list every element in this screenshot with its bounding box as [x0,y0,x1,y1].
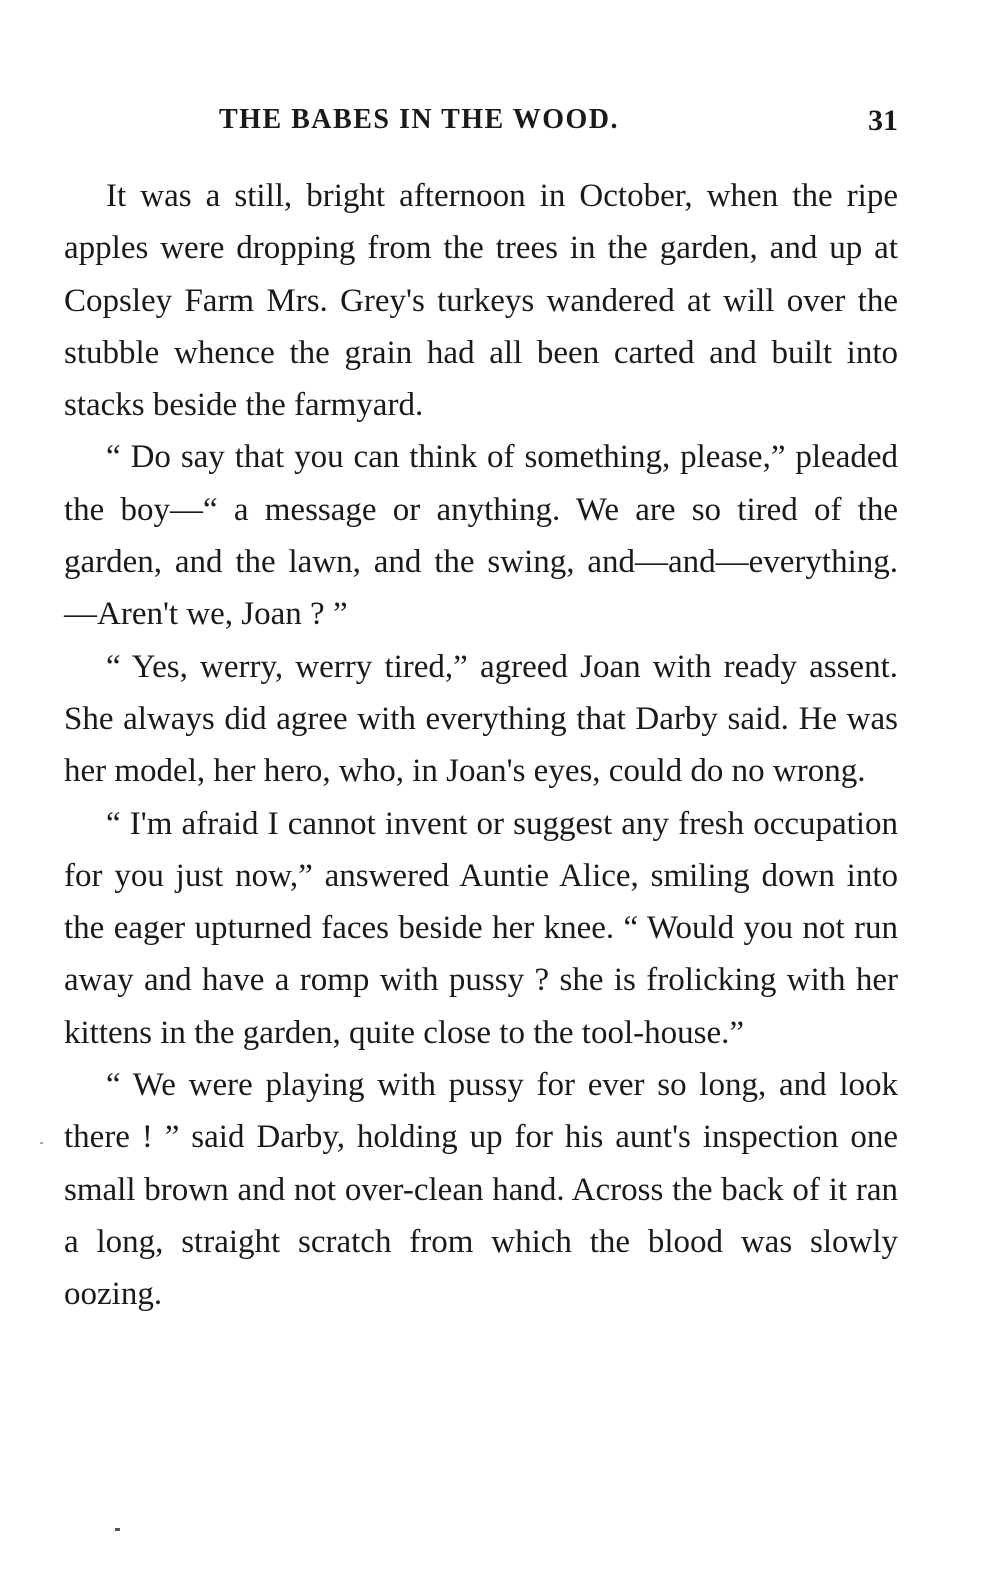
running-title: THE BABES IN THE WOOD. [219,104,619,135]
page-number: 31 [868,104,898,137]
print-speck [115,1528,120,1531]
body-text [64,170,898,1321]
print-speck [40,1142,43,1144]
paragraph: “ We were playing with pussy for ever so long, and look there ! ” said Darby, holding up for his aunt's inspection one small brown and not over-clean hand. Across the back of it ran a long, straight scratch from which the blood was slowly oozing. [64,1067,898,1313]
paragraph: It was a still, bright afternoon in October, when the ripe apples were dropping from the trees in the garden, and up at Copsley Farm Mrs. Grey's turkeys wandered at will over the stubble whence the grain had all been carted and built into stacks beside the farmyard. [64,178,898,424]
paragraph: “ I'm afraid I cannot invent or suggest any fresh occupation for you just now,” answered Auntie Alice, smiling down into the eager upturned faces beside her knee. “ Would you not run away and have a romp with pussy ? she is frolicking with her kittens in the garden, quite close to the tool-house.” [64,805,898,1051]
paragraph: “ Yes, werry, werry tired,” agreed Joan with ready assent. She always did agree with everything that Darby said. He was her model, her hero, who, in Joan's eyes, could do no wrong. [64,648,898,790]
paragraph: “ Do say that you can think of something, please,” pleaded the boy—“ a message or anything. We are so tired of the garden, and the lawn, and the swing, and—and—everything.—Aren't we, Joan ? ” [64,439,898,633]
running-header [64,104,898,144]
